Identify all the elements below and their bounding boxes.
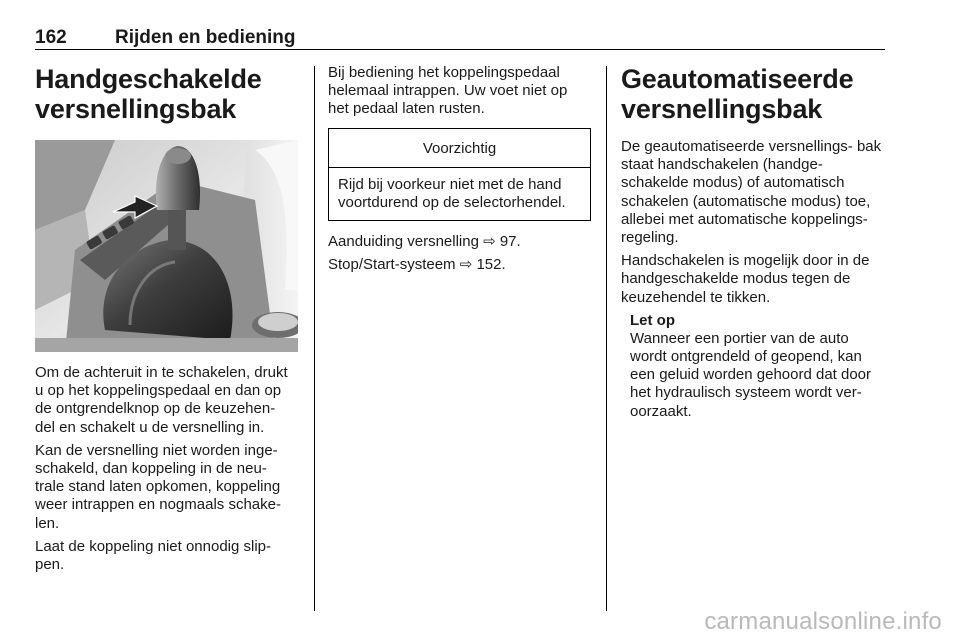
section-heading: Handgeschakelde versnellingsbak — [35, 64, 262, 124]
watermark: carmanualsonline.info — [704, 608, 942, 635]
caution-title: Voorzichtig — [329, 129, 590, 168]
paragraph: De geautomatiseerde versnellings‐ bak staat handschakelen (handge‐ schakelde modus) of automatisch schakelen (automatische modus) toe, allebei met automatische koppelings‐ regeling. — [621, 138, 882, 247]
section-heading: Geautomatiseerde versnellingsbak — [621, 64, 854, 124]
paragraph: Bij bediening het koppelingspedaal helemaal intrappen. Uw voet niet op het pedaal laten rusten. — [328, 64, 568, 118]
column-manual-gearbox — [35, 64, 298, 579]
column-automated-gearbox — [621, 64, 886, 426]
gear-lever-photo — [35, 140, 298, 352]
paragraph: Handschakelen is mogelijk door in de handgeschakelde modus tegen de keuzehendel te tikken. — [621, 252, 870, 306]
page-header — [35, 27, 885, 51]
note-label: Let op — [630, 311, 675, 329]
paragraph: Laat de koppeling niet onnodig slip‐ pen. — [35, 537, 272, 574]
cross-reference[interactable]: Stop/Start-systeem ⇨ 152. — [328, 256, 506, 274]
paragraph: Om de achteruit in te schakelen, drukt u op het koppelingspedaal en dan op de ontgrendelknop op de keuzehen‐ del en schakelt u de versnelling in. — [35, 364, 288, 436]
column-divider — [314, 66, 315, 611]
chapter-title: Rijden en bediening — [115, 27, 296, 48]
header-rule — [35, 49, 885, 50]
cross-reference[interactable]: Aanduiding versnelling ⇨ 97. — [328, 233, 521, 251]
paragraph: Kan de versnelling niet worden inge‐ schakeld, dan koppeling in de neu‐ trale stand laten opkomen, koppeling weer intrappen en nogmaals schake‐ len. — [35, 441, 281, 532]
note-block — [630, 312, 886, 421]
caution-box — [328, 128, 591, 221]
page-number: 162 — [35, 27, 67, 48]
column-clutch — [328, 64, 591, 279]
caution-body: Rijd bij voorkeur niet met de hand voortdurend op de selectorhendel. — [338, 175, 566, 211]
column-divider — [606, 66, 607, 611]
note-body: Wanneer een portier van de auto wordt ontgrendeld of geopend, kan een geluid worden gehoord dat door het hydraulisch systeem wordt ver‐ oorzaakt. — [630, 329, 872, 420]
